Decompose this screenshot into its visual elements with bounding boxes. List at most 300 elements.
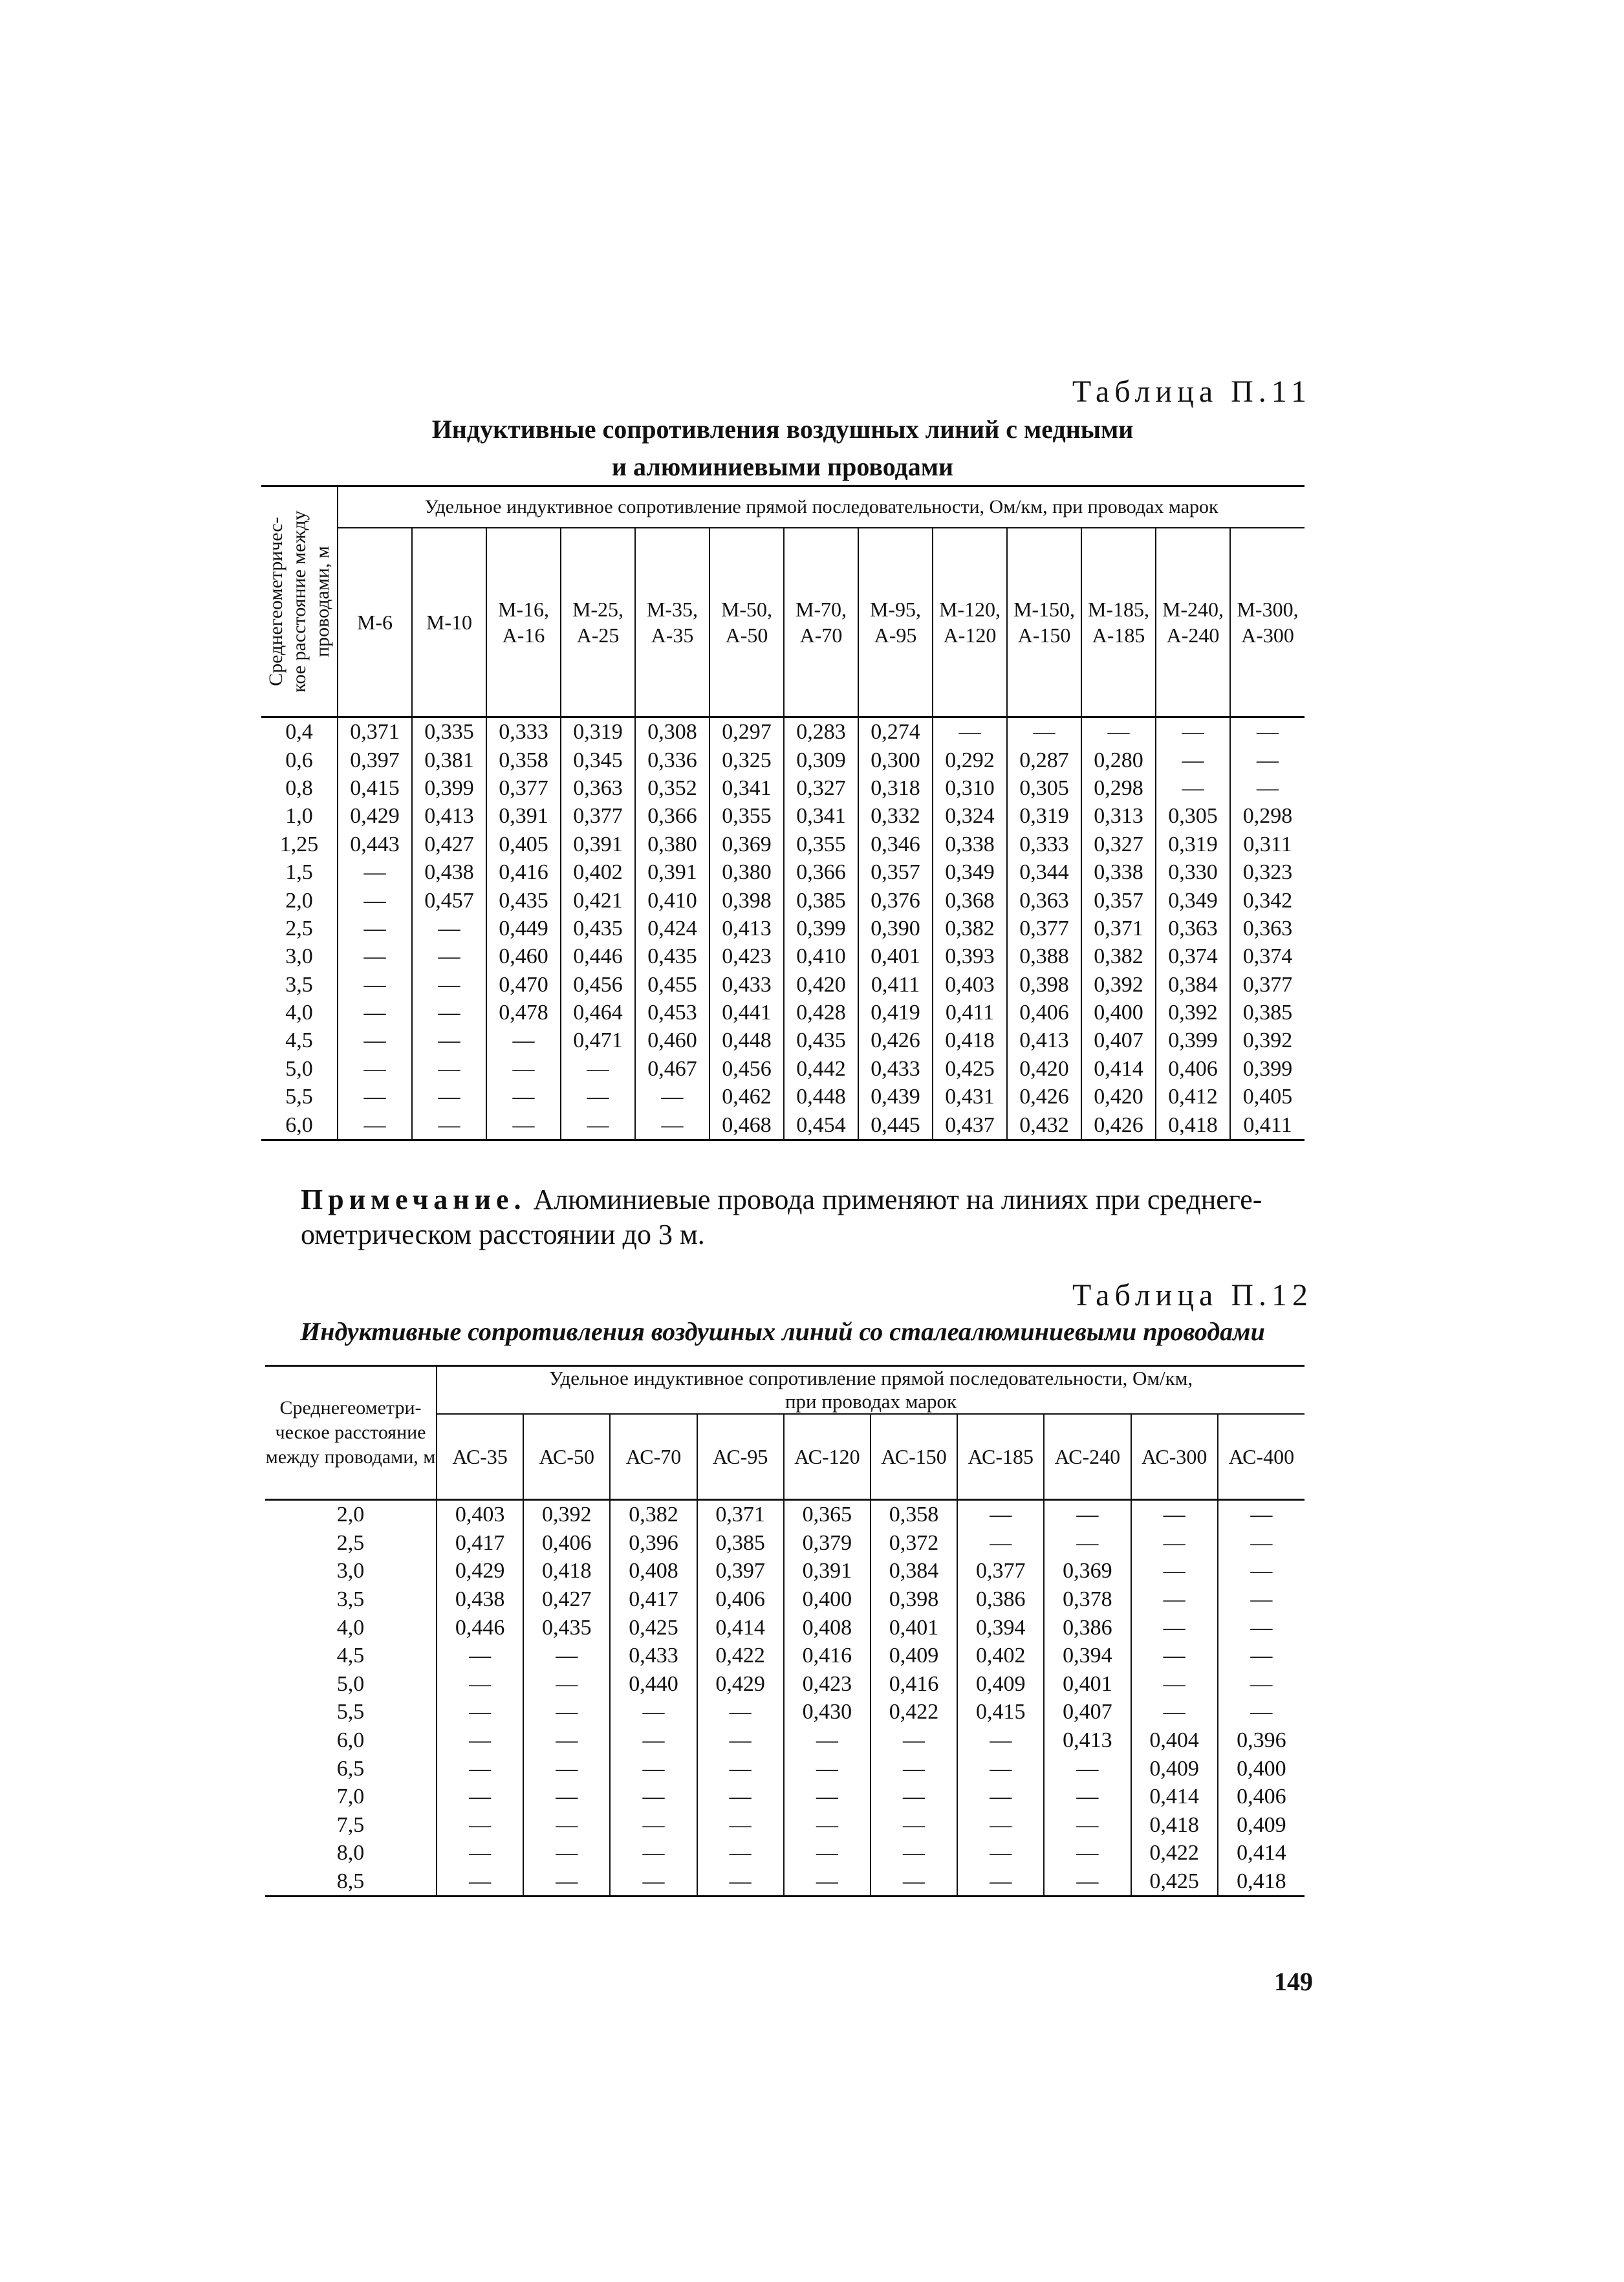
table1-value-cell: — — [1230, 717, 1305, 746]
table1-value-cell: 0,327 — [1081, 831, 1156, 858]
table1-value-cell: — — [933, 717, 1007, 746]
table2-value-cell: — — [1044, 1529, 1131, 1558]
table1-row — [261, 858, 1305, 886]
table1-column-header-line1: М-25, — [572, 598, 624, 621]
table1-value-cell: 0,308 — [635, 717, 709, 746]
table1-value-cell: 0,405 — [486, 831, 561, 858]
table1-value-cell: — — [412, 942, 486, 970]
table1-value-cell: 0,280 — [1081, 746, 1156, 774]
table2-value-cell: 0,416 — [784, 1642, 871, 1670]
table2-value-cell: 0,409 — [1131, 1754, 1218, 1783]
table1-value-cell: 0,381 — [412, 746, 486, 774]
table2-value-cell: — — [437, 1726, 523, 1755]
table1-value-cell: 0,435 — [784, 1027, 858, 1054]
table2-row — [265, 1613, 1305, 1642]
table1-value-cell: 0,297 — [709, 717, 784, 746]
table1-distance-cell: 5,0 — [285, 1056, 313, 1081]
table1-value-cell: — — [486, 1055, 561, 1083]
table1-value-cell: 0,344 — [1007, 858, 1081, 886]
table1-value-cell: 0,443 — [338, 831, 412, 858]
table2-value-cell: 0,402 — [957, 1642, 1044, 1670]
table2-value-cell: — — [957, 1839, 1044, 1867]
table1-value-cell: 0,413 — [709, 915, 784, 942]
table1-column-header-line2: А-185 — [1092, 624, 1145, 647]
table1-value-cell: — — [338, 1083, 412, 1111]
table1-value-cell: 0,453 — [635, 999, 709, 1027]
table1-value-cell: 0,349 — [933, 858, 1007, 886]
table1-value-cell: 0,413 — [1007, 1027, 1081, 1054]
table1-value-cell: 0,287 — [1007, 746, 1081, 774]
table2-value-cell: — — [697, 1754, 784, 1783]
table2-value-cell: 0,414 — [697, 1613, 784, 1642]
table1-column-header-line2: А-16 — [502, 624, 545, 647]
table1-value-cell: — — [338, 1055, 412, 1083]
table1-value-cell: 0,470 — [486, 971, 561, 999]
table1-value-cell: 0,464 — [561, 999, 635, 1027]
table1-side-header-line1: Среднегеометричес- — [265, 517, 287, 686]
table2-value-cell: — — [1218, 1698, 1305, 1726]
table1-value-cell: — — [486, 1111, 561, 1140]
table1-value-cell: 0,411 — [933, 999, 1007, 1027]
table2-value-cell: — — [437, 1754, 523, 1783]
table2-value-cell: — — [1044, 1500, 1131, 1529]
table2-value-cell: 0,408 — [784, 1613, 871, 1642]
table1-value-cell: 0,385 — [1230, 999, 1305, 1027]
table1-value-cell: 0,441 — [709, 999, 784, 1027]
table2-row — [265, 1811, 1305, 1840]
table2-value-cell: — — [957, 1726, 1044, 1755]
table1-value-cell: 0,327 — [784, 774, 858, 802]
table2-value-cell: — — [610, 1783, 697, 1811]
table2-value-cell: — — [523, 1754, 610, 1783]
table1-value-cell: 0,366 — [784, 858, 858, 886]
table1-value-cell: 0,437 — [933, 1111, 1007, 1140]
table2-value-cell: 0,423 — [784, 1670, 871, 1699]
table2-value-cell: 0,365 — [784, 1500, 871, 1529]
table1-value-cell: 0,382 — [933, 915, 1007, 942]
table1-value-cell: 0,330 — [1156, 858, 1230, 886]
table2-value-cell: 0,446 — [437, 1613, 523, 1642]
table1-value-cell: 0,311 — [1230, 831, 1305, 858]
table2-value-cell: 0,422 — [1131, 1839, 1218, 1867]
table2-distance-cell: 8,0 — [336, 1841, 365, 1865]
table2-value-cell: — — [523, 1670, 610, 1699]
table2-row — [265, 1557, 1305, 1585]
table2-value-cell: 0,396 — [1218, 1726, 1305, 1755]
table1-value-cell: — — [1230, 774, 1305, 802]
table1-value-cell: 0,416 — [486, 858, 561, 886]
table1-value-cell: 0,425 — [933, 1055, 1007, 1083]
table1-row — [261, 1055, 1305, 1083]
table1-distance-cell: 1,0 — [285, 804, 313, 829]
table1-value-cell: 0,333 — [1007, 831, 1081, 858]
table2-value-cell: 0,382 — [610, 1500, 697, 1529]
table1-value-cell: 0,435 — [635, 942, 709, 970]
table2-row — [265, 1642, 1305, 1670]
table1-value-cell: 0,336 — [635, 746, 709, 774]
table2-value-cell: 0,386 — [1044, 1613, 1131, 1642]
table2-value-cell: — — [871, 1783, 957, 1811]
table1-column-header — [1081, 528, 1156, 717]
table1-value-cell: 0,427 — [412, 831, 486, 858]
table1-value-cell: 0,418 — [1156, 1111, 1230, 1140]
table2-value-cell: 0,435 — [523, 1613, 610, 1642]
table2-value-cell: 0,403 — [437, 1500, 523, 1529]
table1-column-header-line2: А-50 — [725, 624, 768, 647]
table1-value-cell: 0,384 — [1156, 971, 1230, 999]
note-text-line2: ометрическом расстоянии до 3 м. — [301, 1219, 705, 1250]
table1-value-cell: 0,376 — [858, 886, 933, 914]
table1 — [261, 485, 1305, 1141]
table1-distance-cell: 2,0 — [285, 888, 313, 913]
table1-value-cell: 0,467 — [635, 1055, 709, 1083]
table2-value-cell: 0,401 — [1044, 1670, 1131, 1699]
table2-row — [265, 1670, 1305, 1699]
table2-distance-cell: 3,0 — [336, 1559, 365, 1583]
table1-value-cell: 0,366 — [635, 802, 709, 830]
table1-row — [261, 802, 1305, 830]
table2-row — [265, 1867, 1305, 1896]
table1-column-header-line2: А-25 — [576, 624, 620, 647]
table1-value-cell: 0,380 — [709, 858, 784, 886]
table1-value-cell: — — [412, 999, 486, 1027]
table1-distance-cell: 6,0 — [261, 1111, 338, 1140]
table2-value-cell: 0,414 — [1131, 1783, 1218, 1811]
table1-row — [261, 999, 1305, 1027]
table2-value-cell: 0,378 — [1044, 1585, 1131, 1614]
table2-value-cell: — — [1218, 1585, 1305, 1614]
table1-value-cell: 0,390 — [858, 915, 933, 942]
table2-value-cell: 0,371 — [697, 1500, 784, 1529]
table2-value-cell: — — [784, 1783, 871, 1811]
table1-column-header-line1: М-150, — [1013, 598, 1076, 621]
table1-value-cell: 0,392 — [1081, 971, 1156, 999]
table1-column-header-line1: М-185, — [1087, 598, 1150, 621]
table1-value-cell: 0,431 — [933, 1083, 1007, 1111]
table2-row — [265, 1529, 1305, 1558]
table2-value-cell: — — [1044, 1783, 1131, 1811]
table2-value-cell: 0,384 — [871, 1557, 957, 1585]
table1-value-cell: 0,411 — [1230, 1111, 1305, 1140]
table1-column-header — [635, 528, 709, 717]
note — [301, 1182, 1310, 1252]
table2-value-cell: 0,396 — [610, 1529, 697, 1558]
table1-value-cell: 0,426 — [1007, 1083, 1081, 1111]
table2-value-cell: — — [784, 1726, 871, 1755]
table2-value-cell: — — [610, 1726, 697, 1755]
table2-value-cell: — — [957, 1529, 1044, 1558]
table2-value-cell: 0,429 — [697, 1670, 784, 1699]
table1-value-cell: 0,385 — [784, 886, 858, 914]
table1-value-cell: 0,420 — [1081, 1083, 1156, 1111]
table1-value-cell: 0,391 — [635, 858, 709, 886]
table2-value-cell: — — [1131, 1698, 1218, 1726]
table2-column-header: АС-50 — [523, 1414, 610, 1500]
table2-value-cell: — — [610, 1754, 697, 1783]
table2-row — [265, 1698, 1305, 1726]
table1-distance-cell: 0,4 — [285, 720, 313, 744]
table1-distance-cell: 4,5 — [285, 1028, 313, 1053]
table2-value-cell: — — [1131, 1585, 1218, 1614]
table2-value-cell: — — [610, 1811, 697, 1840]
table2-value-cell: 0,372 — [871, 1529, 957, 1558]
table1-value-cell: — — [1156, 717, 1230, 746]
table2-value-cell: 0,417 — [610, 1585, 697, 1614]
table1-value-cell: 0,410 — [784, 942, 858, 970]
table1-value-cell: 0,428 — [784, 999, 858, 1027]
table1-value-cell: 0,397 — [338, 746, 412, 774]
table1-title-line2: и алюминиевыми проводами — [611, 452, 954, 481]
table2-value-cell: — — [437, 1698, 523, 1726]
table2-title: Индуктивные сопротивления воздушных линий со сталеалюминиевыми проводами — [300, 1317, 1265, 1346]
table2-value-cell: 0,418 — [1218, 1867, 1305, 1896]
note-label: Примечание. — [301, 1184, 526, 1215]
table1-value-cell: 0,399 — [412, 774, 486, 802]
table1-column-header — [1156, 528, 1230, 717]
table2-value-cell: — — [437, 1811, 523, 1840]
table1-value-cell: 0,460 — [635, 1027, 709, 1054]
table1-distance-cell: 0,8 — [285, 776, 313, 800]
table2-value-cell: — — [1131, 1500, 1218, 1529]
table1-value-cell: 0,420 — [1007, 1055, 1081, 1083]
table1-row — [261, 886, 1305, 914]
table1-value-cell: 0,371 — [1081, 915, 1156, 942]
table1-value-cell: 0,438 — [412, 858, 486, 886]
table2-value-cell: 0,406 — [697, 1585, 784, 1614]
table1-value-cell: 0,382 — [1081, 942, 1156, 970]
table1-value-cell: 0,357 — [1081, 886, 1156, 914]
table2-column-header: АС-185 — [957, 1414, 1044, 1500]
table1-column-header-line2: А-35 — [651, 624, 694, 647]
table1-value-cell: — — [1007, 717, 1081, 746]
table1-row — [261, 774, 1305, 802]
table1-value-cell: 0,380 — [635, 831, 709, 858]
table1-value-cell: 0,421 — [561, 886, 635, 914]
table1-column-header — [412, 528, 486, 717]
table2-value-cell: — — [1218, 1642, 1305, 1670]
table1-value-cell: 0,429 — [338, 802, 412, 830]
table2-value-cell: 0,429 — [437, 1557, 523, 1585]
table2-distance-cell: 5,5 — [336, 1700, 365, 1724]
table2-value-cell: 0,369 — [1044, 1557, 1131, 1585]
table2-distance-cell: 5,0 — [336, 1671, 365, 1696]
table1-value-cell: 0,426 — [858, 1027, 933, 1054]
table1-value-cell: 0,448 — [709, 1027, 784, 1054]
table2-value-cell: 0,394 — [957, 1613, 1044, 1642]
table2-value-cell: — — [523, 1698, 610, 1726]
table1-distance-cell: 1,25 — [279, 832, 319, 856]
table2-value-cell: — — [957, 1867, 1044, 1896]
table2-column-header: АС-35 — [437, 1414, 523, 1500]
table1-value-cell: 0,298 — [1081, 774, 1156, 802]
table1-value-cell: — — [412, 1055, 486, 1083]
table1-value-cell: 0,445 — [858, 1111, 933, 1140]
table2-column-header: АС-240 — [1044, 1414, 1131, 1500]
table1-value-cell: 0,324 — [933, 802, 1007, 830]
table1-value-cell: — — [412, 1083, 486, 1111]
table1-column-header-line2: А-95 — [874, 624, 917, 647]
table1-value-cell: 0,399 — [1230, 1055, 1305, 1083]
table2-value-cell: — — [697, 1811, 784, 1840]
table1-value-cell: 0,457 — [412, 886, 486, 914]
table2-value-cell: 0,386 — [957, 1585, 1044, 1614]
table1-value-cell: — — [486, 1083, 561, 1111]
table2-value-cell: 0,433 — [610, 1642, 697, 1670]
table1-column-header-line1: М-16, — [497, 598, 550, 621]
table2-column-header: АС-150 — [871, 1414, 957, 1500]
table1-value-cell: 0,319 — [1007, 802, 1081, 830]
table1-value-cell: 0,363 — [561, 774, 635, 802]
table1-value-cell: 0,406 — [1007, 999, 1081, 1027]
table2-distance-cell: 2,0 — [336, 1503, 365, 1527]
table1-column-header-line1: М-70, — [795, 598, 847, 621]
table2-value-cell: — — [523, 1726, 610, 1755]
table2-group-header-line1: Удельное индуктивное сопротивление прямой последовательности, Ом/км, — [548, 1367, 1193, 1389]
table1-value-cell: 0,399 — [784, 915, 858, 942]
table2-value-cell: — — [1044, 1811, 1131, 1840]
table1-column-header — [486, 528, 561, 717]
table1-value-cell: 0,426 — [1081, 1111, 1156, 1140]
table1-distance-cell: 3,0 — [285, 944, 313, 969]
table1-value-cell: — — [338, 858, 412, 886]
table2-value-cell: — — [523, 1867, 610, 1896]
table1-row — [261, 1083, 1305, 1111]
table2-side-header: Среднегеометри-ческое расстояние между проводами, м — [265, 1366, 437, 1500]
table1-value-cell: — — [561, 1083, 635, 1111]
table1-value-cell: 0,460 — [486, 942, 561, 970]
table1-value-cell: 0,371 — [338, 717, 412, 746]
table1-value-cell: 0,342 — [1230, 886, 1305, 914]
table1-value-cell: 0,377 — [1007, 915, 1081, 942]
table2-value-cell: 0,398 — [871, 1585, 957, 1614]
table1-column-header-line1: М-10 — [426, 611, 473, 634]
table2-value-cell: 0,416 — [871, 1670, 957, 1699]
table2-value-cell: 0,409 — [957, 1670, 1044, 1699]
table1-value-cell: 0,411 — [858, 971, 933, 999]
table2-value-cell: — — [871, 1811, 957, 1840]
table2-value-cell: 0,425 — [1131, 1867, 1218, 1896]
table2-column-header: АС-120 — [784, 1414, 871, 1500]
table2-value-cell: — — [1218, 1557, 1305, 1585]
table2-row — [265, 1726, 1305, 1755]
table1-column-header-line1: М-35, — [646, 598, 698, 621]
table2-value-cell: — — [784, 1754, 871, 1783]
table1-value-cell: 0,455 — [635, 971, 709, 999]
table2-value-cell: 0,379 — [784, 1529, 871, 1558]
table1-value-cell: 0,478 — [486, 999, 561, 1027]
table1-value-cell: 0,391 — [561, 831, 635, 858]
table2-value-cell: 0,406 — [523, 1529, 610, 1558]
table2-value-cell: — — [1131, 1613, 1218, 1642]
table1-value-cell: 0,341 — [709, 774, 784, 802]
table1-value-cell: 0,341 — [784, 802, 858, 830]
table1-value-cell: 0,410 — [635, 886, 709, 914]
table1-value-cell: 0,355 — [709, 802, 784, 830]
table1-value-cell: 0,432 — [1007, 1111, 1081, 1140]
table1-value-cell: 0,352 — [635, 774, 709, 802]
table1-distance-cell: 5,5 — [285, 1085, 313, 1109]
table2-value-cell: — — [1044, 1867, 1131, 1896]
table1-value-cell: 0,418 — [933, 1027, 1007, 1054]
table1-value-cell: 0,335 — [412, 717, 486, 746]
table1-value-cell: 0,310 — [933, 774, 1007, 802]
table2-value-cell: — — [697, 1698, 784, 1726]
table1-value-cell: 0,402 — [561, 858, 635, 886]
table1-side-header-line2: кое расстояние между — [288, 510, 310, 693]
table2-value-cell: 0,418 — [1131, 1811, 1218, 1840]
table1-value-cell: 0,363 — [1156, 915, 1230, 942]
table2-value-cell: — — [957, 1500, 1044, 1529]
table1-column-header-line2: А-300 — [1241, 624, 1294, 647]
table2-value-cell: 0,401 — [871, 1613, 957, 1642]
table2-value-cell: 0,440 — [610, 1670, 697, 1699]
table1-value-cell: 0,412 — [1156, 1083, 1230, 1111]
table1-column-header-line1: М-6 — [356, 611, 393, 634]
table1-value-cell: — — [412, 971, 486, 999]
table2-value-cell: 0,422 — [697, 1642, 784, 1670]
table1-column-header-line1: М-240, — [1162, 598, 1224, 621]
table1-value-cell: — — [561, 1055, 635, 1083]
table2-value-cell: — — [1131, 1529, 1218, 1558]
table1-value-cell: 0,401 — [858, 942, 933, 970]
table1-value-cell: 0,423 — [709, 942, 784, 970]
table2-column-header: АС-400 — [1218, 1414, 1305, 1500]
table2-value-cell: — — [610, 1867, 697, 1896]
table1-row — [261, 831, 1305, 858]
table2-value-cell: 0,415 — [957, 1698, 1044, 1726]
table2-value-cell: 0,409 — [871, 1642, 957, 1670]
table1-value-cell: 0,406 — [1156, 1055, 1230, 1083]
table1-value-cell: 0,413 — [412, 802, 486, 830]
table2-value-cell: — — [784, 1839, 871, 1867]
table1-column-header — [858, 528, 933, 717]
table1-column-header-line2: А-150 — [1017, 624, 1071, 647]
table1-column-header-line1: М-50, — [720, 598, 773, 621]
table2-value-cell: 0,414 — [1218, 1839, 1305, 1867]
table2-value-cell: 0,358 — [871, 1500, 957, 1529]
table2-group-header — [437, 1366, 1305, 1415]
table2-value-cell: 0,407 — [1044, 1698, 1131, 1726]
table1-value-cell: 0,435 — [486, 886, 561, 914]
table1-side-header — [261, 486, 338, 717]
table2-value-cell: — — [871, 1867, 957, 1896]
table1-column-header-line1: М-300, — [1237, 598, 1299, 621]
table1-value-cell: — — [338, 1027, 412, 1054]
table2-distance-cell: 2,5 — [336, 1530, 365, 1555]
table1-value-cell: — — [561, 1111, 635, 1140]
table1-value-cell: 0,349 — [1156, 886, 1230, 914]
table2-value-cell: 0,425 — [610, 1613, 697, 1642]
table1-value-cell: — — [1156, 774, 1230, 802]
table1-value-cell: 0,415 — [338, 774, 412, 802]
table2-distance-cell: 6,0 — [336, 1728, 365, 1753]
table1-value-cell: 0,355 — [784, 831, 858, 858]
table2-value-cell: — — [1218, 1529, 1305, 1558]
table2-distance-cell: 8,5 — [265, 1867, 437, 1896]
table1-value-cell: 0,442 — [784, 1055, 858, 1083]
table2-value-cell: 0,392 — [523, 1500, 610, 1529]
table1-value-cell: 0,298 — [1230, 802, 1305, 830]
table2-value-cell: — — [437, 1783, 523, 1811]
table1-value-cell: 0,346 — [858, 831, 933, 858]
table1-value-cell: 0,446 — [561, 942, 635, 970]
table2-label: Таблица П.12 — [1072, 1278, 1313, 1312]
table1-distance-cell: 2,5 — [285, 916, 313, 940]
table2-value-cell: — — [1131, 1557, 1218, 1585]
table1-value-cell: 0,305 — [1007, 774, 1081, 802]
table1-value-cell: — — [338, 999, 412, 1027]
table1-value-cell: 0,363 — [1007, 886, 1081, 914]
